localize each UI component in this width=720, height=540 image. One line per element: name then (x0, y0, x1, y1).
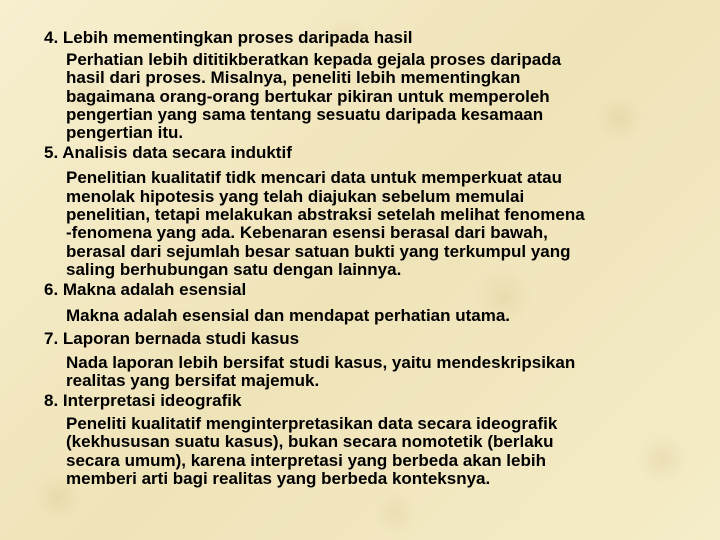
list-item (44, 28, 694, 142)
body-line: hasil dari proses. Misalnya, peneliti lebih mementingkan (66, 68, 521, 88)
slide-content (44, 28, 694, 488)
body-line: berasal dari sejumlah besar satuan bukti yang terkumpul yang (66, 241, 571, 261)
body-line: realitas yang bersifat majemuk. (66, 370, 320, 390)
item-heading: 4. Lebih mementingkan proses daripada hasil (44, 28, 413, 47)
body-line: -fenomena yang ada. Kebenaran esensi berasal dari bawah, (66, 223, 548, 243)
body-line: Nada laporan lebih bersifat studi kasus, yaitu mendeskripsikan (66, 352, 576, 372)
body-line: pengertian yang sama tentang sesuatu daripada kesamaan (66, 104, 544, 124)
body-line: bagaimana orang-orang bertukar pikiran untuk memperoleh (66, 86, 550, 106)
item-heading: 5. Analisis data secara induktif (44, 143, 292, 163)
list-item (44, 329, 694, 391)
body-line: saling berhubungan satu dengan lainnya. (66, 259, 402, 279)
item-heading: 6. Makna adalah esensial (44, 280, 247, 300)
body-line: secara umum), karena interpretasi yang berbeda akan lebih (66, 450, 546, 470)
body-line: Penelitian kualitatif tidk mencari data untuk memperkuat atau (66, 168, 562, 188)
body-line: (kekhususan suatu kasus), bukan secara nomotetik (berlaku (66, 432, 554, 452)
item-body (44, 51, 694, 142)
item-body (44, 354, 694, 391)
list-item (44, 280, 694, 325)
body-line: menolak hipotesis yang telah diajukan sebelum memulai (66, 186, 525, 206)
list-item (44, 391, 694, 488)
body-line: pengertian itu. (66, 123, 184, 143)
body-line: Makna adalah esensial dan mendapat perhatian utama. (66, 306, 511, 326)
item-heading: 8. Interpretasi ideografik (44, 391, 242, 411)
list-item (44, 143, 694, 279)
body-line: penelitian, tetapi melakukan abstraksi setelah melihat fenomena (66, 205, 585, 225)
item-body (44, 169, 694, 279)
body-line: memberi arti bagi realitas yang berbeda konteksnya. (66, 469, 491, 489)
item-body (44, 307, 694, 325)
item-heading: 7. Laporan bernada studi kasus (44, 328, 300, 348)
item-body (44, 415, 694, 488)
body-line: Perhatian lebih dititikberatkan kepada gejala proses daripada (66, 50, 562, 69)
body-line: Peneliti kualitatif menginterpretasikan data secara ideografik (66, 414, 558, 434)
